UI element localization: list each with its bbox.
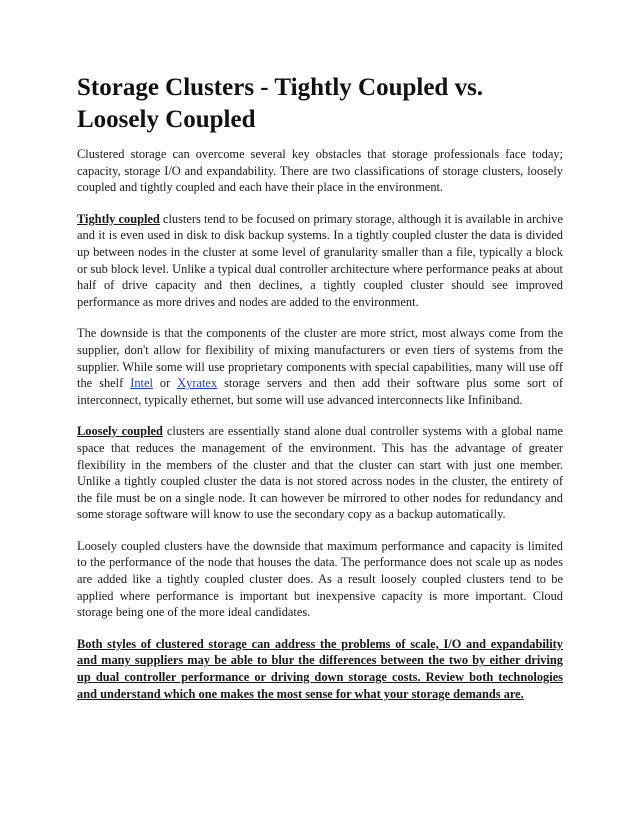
paragraph-loosely-coupled-text: clusters are essentially stand alone dual controller systems with a global name space that reduces the management of the environment. This has the advantage of greater flexibility in the members of the cluster and that the cluster can start with just one member. Unlike a tightly coupled cluster the data is not stored across nodes in the cluster, the entirety of the file must be on a single node. It can however be mirrored to other nodes for redundancy and some storage software will know to use the secondary copy as a backup automatically.: [77, 424, 563, 522]
document-page: [77, 72, 563, 717]
paragraph-tightly-coupled: [77, 211, 563, 311]
paragraph-downside: [77, 325, 563, 408]
paragraph-downside-text-3: storage servers and then add their software plus some sort of interconnect, typically ethernet, but some will use advanced interconnects like Infiniband.: [77, 376, 563, 407]
paragraph-loosely-downside: Loosely coupled clusters have the downside that maximum performance and capacity is limited to the performance of the node that houses the data. The performance does not scale up as nodes are added like a tightly coupled cluster does. As a result loosely coupled clusters tend to be applied where performance is important but inexpensive capacity is more important. Cloud storage being one of the more ideal candidates.: [77, 538, 563, 620]
keyword-loosely-coupled: Loosely coupled: [77, 424, 163, 439]
paragraph-loosely-coupled: [77, 423, 563, 523]
paragraph-tightly-coupled-text: clusters tend to be focused on primary storage, although it is available in archive and it is even used in disk to disk backup systems. In a tightly coupled cluster the data is divided up between nodes in the cluster at some level of granularity smaller than a file, typically a block or sub block level. Unlike a typical dual controller architecture where performance peaks at about half of drive capacity and then declines, a tightly coupled cluster should see improved performance as more drives and nodes are added to the environment.: [77, 211, 563, 309]
document-title: Storage Clusters - Tightly Coupled vs. Loosely Coupled: [77, 74, 484, 133]
link-xyratex[interactable]: Xyratex: [177, 376, 218, 391]
link-intel[interactable]: Intel: [130, 376, 153, 391]
keyword-tightly-coupled: Tightly coupled: [77, 211, 160, 226]
paragraph-downside-text-2: or: [152, 376, 178, 391]
paragraph-downside-text-1: The downside is that the components of the cluster are more strict, most always come from the supplier, don't allow for flexibility of mixing manufacturers or even tiers of systems from the supplier. While some will use proprietary components with special capabilities, many will use off the shelf: [77, 326, 563, 391]
paragraph-intro: Clustered storage can overcome several key obstacles that storage professionals face today; capacity, storage I/O and expandability. There are two classifications of storage clusters, loosely coupled and tightly coupled and each have their place in the environment.: [77, 147, 563, 195]
paragraph-conclusion: Both styles of clustered storage can address the problems of scale, I/O and expandability and many suppliers may be able to blur the differences between the two by either driving up dual controller performance or driving down storage costs. Review both technologies and understand which one makes the most sense for what your storage demands are.: [77, 636, 563, 701]
